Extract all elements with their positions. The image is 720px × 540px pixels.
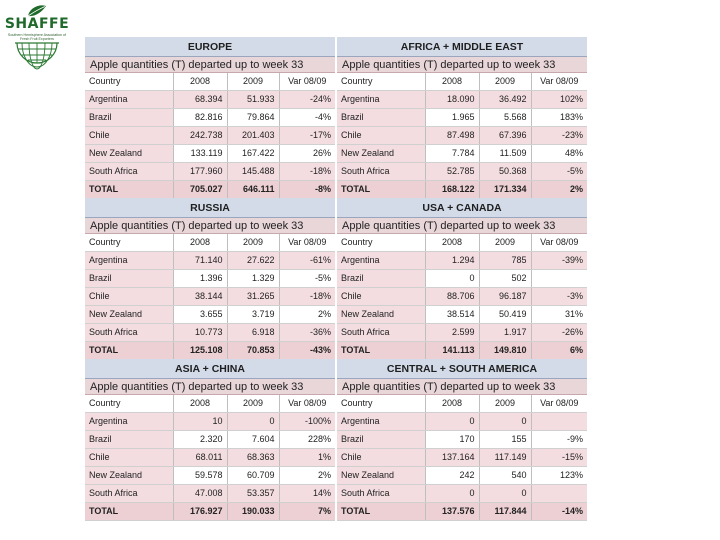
value-2008: 242.738 — [173, 127, 227, 145]
value-2009: 7.604 — [227, 431, 279, 449]
region-block-africa-middle-east — [337, 37, 587, 199]
header-variation: Var 08/09 — [531, 234, 587, 252]
table-row — [85, 485, 335, 503]
region-subtitle: Apple quantities (T) departed up to week 33 — [337, 379, 587, 395]
total-2009: 149.810 — [479, 342, 531, 360]
country-cell: Argentina — [337, 413, 425, 431]
variation: 2% — [279, 467, 335, 485]
total-2009: 646.111 — [227, 181, 279, 199]
region-table — [337, 73, 587, 199]
region-title: ASIA + CHINA — [85, 359, 335, 379]
country-cell: Argentina — [85, 91, 173, 109]
country-cell: Argentina — [85, 413, 173, 431]
variation: -36% — [279, 324, 335, 342]
header-country: Country — [337, 395, 425, 413]
value-2008: 18.090 — [425, 91, 479, 109]
value-2009: 51.933 — [227, 91, 279, 109]
region-title: CENTRAL + SOUTH AMERICA — [337, 359, 587, 379]
header-country: Country — [85, 73, 173, 91]
variation — [531, 413, 587, 431]
variation: -17% — [279, 127, 335, 145]
header-2008: 2008 — [425, 234, 479, 252]
region-title: RUSSIA — [85, 198, 335, 218]
total-2009: 70.853 — [227, 342, 279, 360]
table-header — [85, 73, 335, 91]
value-2008: 0 — [425, 413, 479, 431]
region-table — [337, 234, 587, 360]
total-2009: 117.844 — [479, 503, 531, 521]
shaffe-logo — [4, 4, 70, 70]
variation: -9% — [531, 431, 587, 449]
country-cell: Chile — [85, 127, 173, 145]
region-title: AFRICA + MIDDLE EAST — [337, 37, 587, 57]
table-header — [85, 234, 335, 252]
value-2009: 31.265 — [227, 288, 279, 306]
value-2008: 0 — [425, 485, 479, 503]
value-2008: 137.164 — [425, 449, 479, 467]
region-subtitle: Apple quantities (T) departed up to week 33 — [337, 57, 587, 73]
region-subtitle: Apple quantities (T) departed up to week 33 — [85, 57, 335, 73]
value-2009: 50.368 — [479, 163, 531, 181]
total-row — [85, 342, 335, 360]
variation: 228% — [279, 431, 335, 449]
value-2009: 1.917 — [479, 324, 531, 342]
header-2009: 2009 — [227, 73, 279, 91]
total-2008: 176.927 — [173, 503, 227, 521]
variation: -61% — [279, 252, 335, 270]
country-cell: Chile — [337, 288, 425, 306]
value-2009: 36.492 — [479, 91, 531, 109]
country-cell: Chile — [85, 449, 173, 467]
country-cell: Chile — [337, 449, 425, 467]
variation: 183% — [531, 109, 587, 127]
value-2009: 96.187 — [479, 288, 531, 306]
value-2009: 502 — [479, 270, 531, 288]
region-block-usa-canada — [337, 198, 587, 360]
total-2008: 125.108 — [173, 342, 227, 360]
table-header — [337, 395, 587, 413]
table-row — [337, 270, 587, 288]
region-subtitle: Apple quantities (T) departed up to week 33 — [337, 218, 587, 234]
value-2008: 3.655 — [173, 306, 227, 324]
value-2009: 0 — [479, 485, 531, 503]
table-row — [85, 467, 335, 485]
header-variation: Var 08/09 — [531, 395, 587, 413]
variation: -5% — [279, 270, 335, 288]
country-cell: South Africa — [337, 324, 425, 342]
country-cell: New Zealand — [337, 145, 425, 163]
total-variation: -43% — [279, 342, 335, 360]
region-block-central-south-america — [337, 359, 587, 521]
total-row — [337, 503, 587, 521]
logo-tagline: Southern Hemisphere Association of Fresh Fruit Exporters — [7, 33, 67, 41]
value-2009: 68.363 — [227, 449, 279, 467]
country-cell: Argentina — [337, 252, 425, 270]
value-2008: 7.784 — [425, 145, 479, 163]
total-2009: 171.334 — [479, 181, 531, 199]
value-2008: 2.599 — [425, 324, 479, 342]
variation: 1% — [279, 449, 335, 467]
value-2009: 167.422 — [227, 145, 279, 163]
value-2009: 155 — [479, 431, 531, 449]
table-row — [337, 431, 587, 449]
variation: 14% — [279, 485, 335, 503]
total-2009: 190.033 — [227, 503, 279, 521]
value-2008: 88.706 — [425, 288, 479, 306]
value-2008: 52.785 — [425, 163, 479, 181]
region-table — [85, 234, 335, 360]
total-label: TOTAL — [337, 342, 425, 360]
variation: -18% — [279, 288, 335, 306]
header-variation: Var 08/09 — [279, 73, 335, 91]
value-2009: 60.709 — [227, 467, 279, 485]
header-country: Country — [85, 395, 173, 413]
total-label: TOTAL — [85, 181, 173, 199]
region-block-europe — [85, 37, 335, 199]
country-cell: South Africa — [85, 324, 173, 342]
country-cell: Argentina — [85, 252, 173, 270]
value-2008: 242 — [425, 467, 479, 485]
region-table — [85, 73, 335, 199]
country-cell: South Africa — [337, 485, 425, 503]
value-2008: 87.498 — [425, 127, 479, 145]
country-cell: South Africa — [85, 163, 173, 181]
region-table — [337, 395, 587, 521]
header-variation: Var 08/09 — [279, 234, 335, 252]
value-2009: 3.719 — [227, 306, 279, 324]
variation: 102% — [531, 91, 587, 109]
value-2008: 0 — [425, 270, 479, 288]
table-row — [85, 449, 335, 467]
variation: 26% — [279, 145, 335, 163]
value-2009: 6.918 — [227, 324, 279, 342]
header-2008: 2008 — [173, 395, 227, 413]
total-variation: -8% — [279, 181, 335, 199]
total-row — [85, 503, 335, 521]
value-2008: 1.965 — [425, 109, 479, 127]
region-block-asia-china — [85, 359, 335, 521]
value-2009: 5.568 — [479, 109, 531, 127]
table-row — [337, 252, 587, 270]
header-2008: 2008 — [173, 234, 227, 252]
header-2008: 2008 — [425, 395, 479, 413]
value-2008: 2.320 — [173, 431, 227, 449]
country-cell: Brazil — [337, 109, 425, 127]
table-row — [85, 91, 335, 109]
logo-wordmark: SHAFFE — [4, 16, 70, 32]
table-row — [337, 306, 587, 324]
total-variation: -14% — [531, 503, 587, 521]
country-cell: Brazil — [85, 270, 173, 288]
country-cell: Brazil — [85, 109, 173, 127]
header-2008: 2008 — [173, 73, 227, 91]
total-variation: 2% — [531, 181, 587, 199]
variation: 31% — [531, 306, 587, 324]
variation: -24% — [279, 91, 335, 109]
variation: -18% — [279, 163, 335, 181]
value-2009: 1.329 — [227, 270, 279, 288]
country-cell: Argentina — [337, 91, 425, 109]
value-2009: 201.403 — [227, 127, 279, 145]
value-2008: 1.294 — [425, 252, 479, 270]
table-row — [337, 324, 587, 342]
value-2008: 68.011 — [173, 449, 227, 467]
value-2008: 10 — [173, 413, 227, 431]
header-country: Country — [85, 234, 173, 252]
header-2009: 2009 — [479, 234, 531, 252]
header-2009: 2009 — [479, 73, 531, 91]
variation: 48% — [531, 145, 587, 163]
variation — [531, 270, 587, 288]
value-2009: 67.396 — [479, 127, 531, 145]
table-row — [337, 91, 587, 109]
country-cell: New Zealand — [337, 467, 425, 485]
header-country: Country — [337, 73, 425, 91]
header-2009: 2009 — [227, 234, 279, 252]
region-table — [85, 395, 335, 521]
variation: 2% — [279, 306, 335, 324]
table-row — [337, 288, 587, 306]
value-2008: 38.144 — [173, 288, 227, 306]
value-2008: 1.396 — [173, 270, 227, 288]
table-row — [337, 145, 587, 163]
total-2008: 168.122 — [425, 181, 479, 199]
table-row — [85, 252, 335, 270]
value-2008: 177.960 — [173, 163, 227, 181]
value-2009: 27.622 — [227, 252, 279, 270]
table-row — [85, 270, 335, 288]
country-cell: Brazil — [337, 270, 425, 288]
country-cell: Chile — [337, 127, 425, 145]
variation: -26% — [531, 324, 587, 342]
total-2008: 137.576 — [425, 503, 479, 521]
header-2008: 2008 — [425, 73, 479, 91]
value-2008: 47.008 — [173, 485, 227, 503]
value-2009: 79.864 — [227, 109, 279, 127]
table-row — [337, 485, 587, 503]
globe-icon — [14, 41, 60, 71]
total-label: TOTAL — [337, 503, 425, 521]
total-label: TOTAL — [85, 503, 173, 521]
region-subtitle: Apple quantities (T) departed up to week 33 — [85, 379, 335, 395]
total-row — [337, 181, 587, 199]
table-row — [337, 449, 587, 467]
table-row — [85, 163, 335, 181]
total-variation: 6% — [531, 342, 587, 360]
total-2008: 705.027 — [173, 181, 227, 199]
value-2008: 68.394 — [173, 91, 227, 109]
variation: -23% — [531, 127, 587, 145]
table-row — [337, 109, 587, 127]
table-row — [337, 163, 587, 181]
country-cell: Brazil — [85, 431, 173, 449]
value-2009: 11.509 — [479, 145, 531, 163]
value-2008: 10.773 — [173, 324, 227, 342]
variation: -39% — [531, 252, 587, 270]
value-2009: 50.419 — [479, 306, 531, 324]
table-row — [337, 467, 587, 485]
variation: -3% — [531, 288, 587, 306]
table-header — [337, 234, 587, 252]
table-row — [85, 413, 335, 431]
total-variation: 7% — [279, 503, 335, 521]
value-2009: 145.488 — [227, 163, 279, 181]
apple-departures-sheet — [85, 37, 587, 519]
value-2009: 0 — [479, 413, 531, 431]
table-row — [337, 127, 587, 145]
country-cell: New Zealand — [85, 145, 173, 163]
header-2009: 2009 — [227, 395, 279, 413]
value-2009: 53.357 — [227, 485, 279, 503]
header-2009: 2009 — [479, 395, 531, 413]
header-variation: Var 08/09 — [279, 395, 335, 413]
value-2008: 170 — [425, 431, 479, 449]
value-2008: 71.140 — [173, 252, 227, 270]
variation: -100% — [279, 413, 335, 431]
variation: -4% — [279, 109, 335, 127]
total-label: TOTAL — [85, 342, 173, 360]
country-cell: South Africa — [85, 485, 173, 503]
country-cell: Brazil — [337, 431, 425, 449]
total-row — [85, 181, 335, 199]
region-block-russia — [85, 198, 335, 360]
table-row — [85, 127, 335, 145]
variation: -5% — [531, 163, 587, 181]
table-row — [85, 145, 335, 163]
total-label: TOTAL — [337, 181, 425, 199]
table-row — [85, 324, 335, 342]
value-2008: 82.816 — [173, 109, 227, 127]
region-title: EUROPE — [85, 37, 335, 57]
region-subtitle: Apple quantities (T) departed up to week 33 — [85, 218, 335, 234]
total-2008: 141.113 — [425, 342, 479, 360]
table-header — [85, 395, 335, 413]
country-cell: New Zealand — [337, 306, 425, 324]
value-2009: 117.149 — [479, 449, 531, 467]
variation: 123% — [531, 467, 587, 485]
value-2009: 785 — [479, 252, 531, 270]
country-cell: South Africa — [337, 163, 425, 181]
value-2008: 38.514 — [425, 306, 479, 324]
table-row — [85, 109, 335, 127]
variation — [531, 485, 587, 503]
country-cell: Chile — [85, 288, 173, 306]
value-2008: 133.119 — [173, 145, 227, 163]
header-variation: Var 08/09 — [531, 73, 587, 91]
country-cell: New Zealand — [85, 467, 173, 485]
table-header — [337, 73, 587, 91]
country-cell: New Zealand — [85, 306, 173, 324]
table-row — [85, 431, 335, 449]
table-row — [85, 306, 335, 324]
table-row — [85, 288, 335, 306]
value-2009: 0 — [227, 413, 279, 431]
value-2009: 540 — [479, 467, 531, 485]
table-row — [337, 413, 587, 431]
value-2008: 59.578 — [173, 467, 227, 485]
header-country: Country — [337, 234, 425, 252]
variation: -15% — [531, 449, 587, 467]
total-row — [337, 342, 587, 360]
region-title: USA + CANADA — [337, 198, 587, 218]
